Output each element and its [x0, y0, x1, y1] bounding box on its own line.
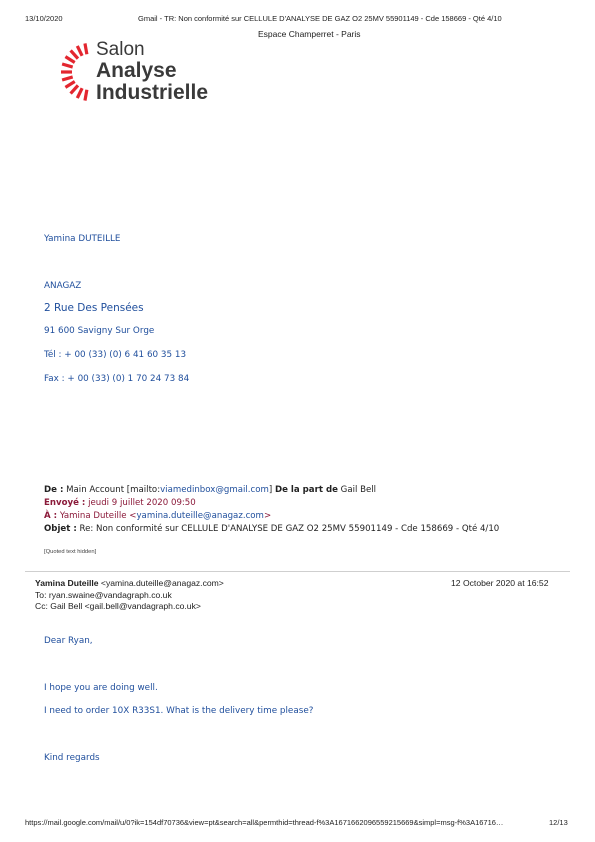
message-greeting: Dear Ryan, [44, 636, 93, 646]
forward-onbehalf-label: De la part de [274, 485, 338, 495]
message-timestamp: 12 October 2020 at 16:52 [451, 578, 549, 588]
signature-street: 2 Rue Des Pensées [44, 302, 144, 314]
forward-to-name: Yamina Duteille < [59, 511, 137, 521]
message-closing: Kind regards [44, 753, 100, 763]
venue-text: Espace Champerret - Paris [258, 29, 361, 39]
message-to-line: To: ryan.swaine@vandagraph.co.uk [35, 590, 172, 600]
message-sender-email: <yamina.duteille@anagaz.com> [100, 578, 224, 588]
message-cc-line: Cc: Gail Bell <gail.bell@vandagraph.co.uk> [35, 601, 201, 611]
logo-ray [62, 64, 73, 67]
print-date: 13/10/2020 [25, 14, 63, 23]
message-body-line-2: I need to order 10X R33S1. What is the delivery time please? [44, 706, 314, 716]
signature-fax: Fax : + 00 (33) (0) 1 70 24 73 84 [44, 374, 190, 384]
forward-to-email-link[interactable]: yamina.duteille@anagaz.com [136, 511, 264, 521]
logo-ray [77, 46, 82, 56]
message-body-line-1: I hope you are doing well. [44, 683, 158, 693]
logo-ray [65, 57, 74, 63]
logo-ray [71, 50, 78, 58]
logo-analyse: Analyse [96, 59, 177, 82]
logo-ray [71, 85, 78, 93]
logo-salon: Salon [96, 39, 145, 60]
logo-ray [65, 82, 74, 88]
message-sender-line [35, 578, 224, 588]
message-divider [25, 571, 570, 572]
forward-onbehalf-name: Gail Bell [340, 485, 377, 495]
forward-subject-value: Re: Non conformité sur CELLULE D'ANALYSE DE GAZ O2 25MV 55901149 - Cde 158669 - Qté 4/10 [79, 524, 500, 534]
quoted-text-hidden-link[interactable]: [Quoted text hidden] [44, 549, 97, 555]
print-page-number: 12/13 [549, 818, 568, 827]
forward-from-label: De : [44, 485, 64, 495]
logo-ray [77, 88, 82, 98]
forward-subject-line [44, 524, 499, 534]
forward-from-text: Main Account [mailto: [66, 485, 161, 495]
logo-ray [85, 43, 87, 54]
forward-to-line [44, 511, 271, 521]
forward-from-line [44, 485, 376, 495]
logo-industrielle: Industrielle [96, 81, 209, 104]
print-title: Gmail - TR: Non conformité sur CELLULE D'ANALYSE DE GAZ O2 25MV 55901149 - Cde 158669 - Qté 4/10 [138, 14, 502, 23]
logo-ray [85, 90, 87, 101]
forward-to-label: À : [44, 511, 58, 521]
logo-ray [62, 77, 73, 80]
signature-tel: Tél : + 00 (33) (0) 6 41 60 35 13 [44, 350, 187, 360]
signature-company: ANAGAZ [44, 281, 82, 291]
forward-to-after: > [263, 511, 272, 521]
forward-sent-line [44, 498, 196, 508]
forward-from-after: ] [268, 485, 273, 495]
signature-city: 91 600 Savigny Sur Orge [44, 326, 155, 336]
forward-from-email-link[interactable]: viamedinbox@gmail.com [160, 485, 269, 495]
forward-sent-value: jeudi 9 juillet 2020 09:50 [88, 498, 196, 508]
signature-name: Yamina DUTEILLE [44, 234, 121, 244]
forward-sent-label: Envoyé : [44, 498, 86, 508]
print-url: https://mail.google.com/mail/u/0?ik=154df70736&view=pt&search=all&permthid=thread-f%3A1671662096559215669&simpl=msg-f%3A16716… [25, 818, 504, 827]
forward-subject-label: Objet : [44, 524, 77, 534]
message-sender-name: Yamina Duteille [35, 578, 99, 588]
